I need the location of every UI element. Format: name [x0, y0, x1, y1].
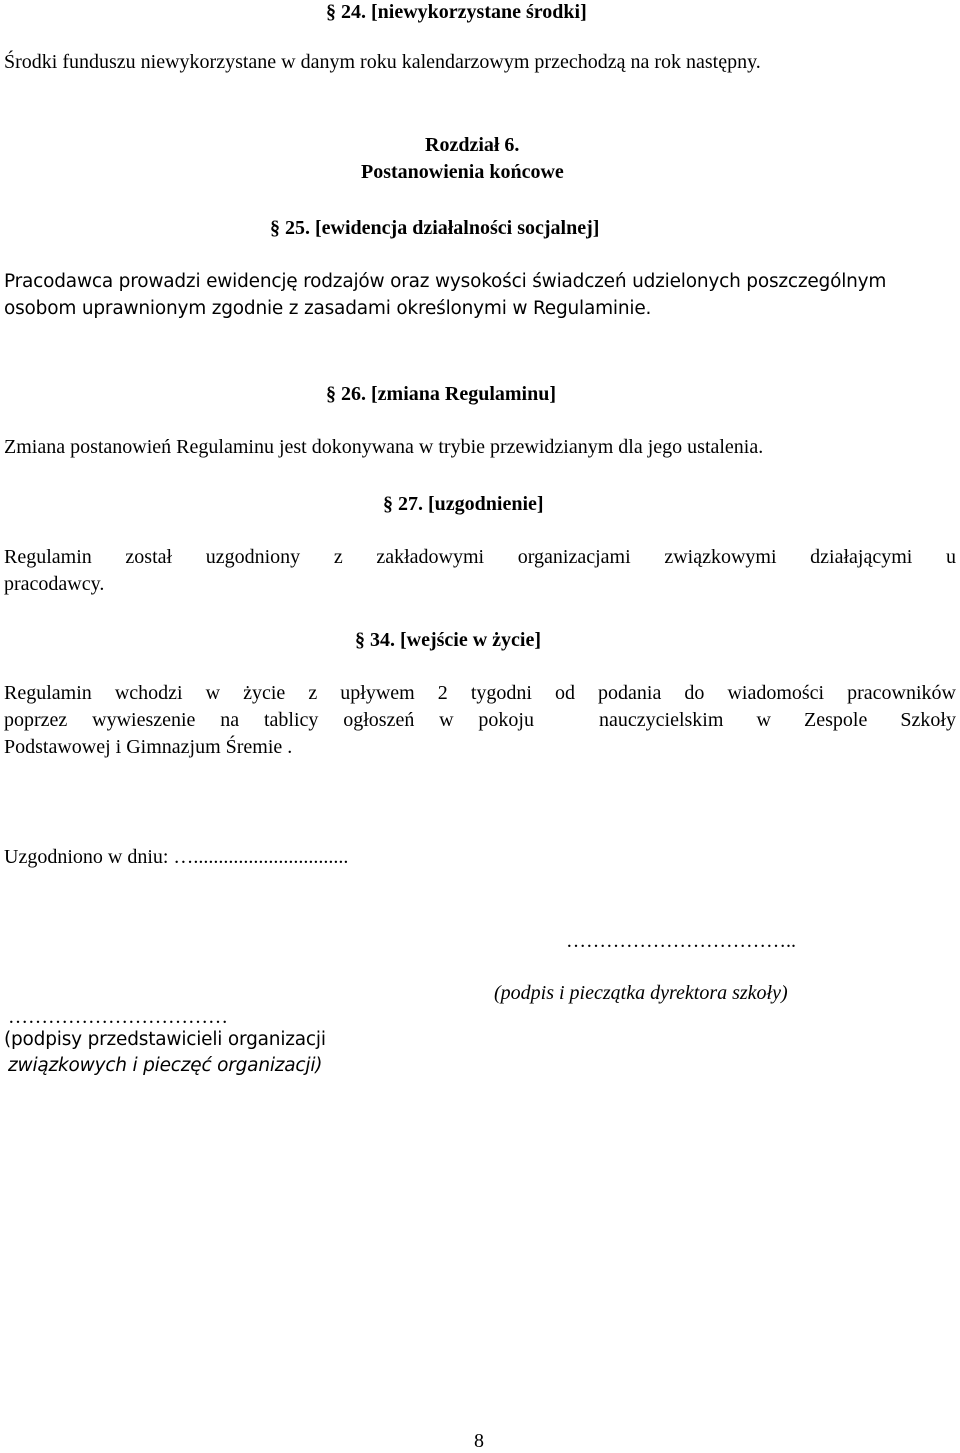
agreement-date-label: Uzgodniono w dniu: …............................... — [4, 846, 349, 868]
section-27-line-1: Regulamin został uzgodniony z zakładowymi organizacjami związkowymi działającymi u — [4, 546, 956, 568]
section-26-body: Zmiana postanowień Regulaminu jest dokonywana w trybie przewidzianym dla jego ustalenia. — [4, 436, 764, 458]
section-27-heading: § 27. [uzgodnienie] — [383, 493, 544, 515]
section-24-body: Środki funduszu niewykorzystane w danym roku kalendarzowym przechodzą na rok następny. — [4, 51, 761, 73]
director-signature-caption: (podpis i pieczątka dyrektora szkoły) — [494, 982, 788, 1004]
union-signature-caption-line-2: związkowych i pieczęć organizacji) — [8, 1055, 323, 1076]
page-number: 8 — [474, 1430, 484, 1452]
chapter-subtitle: Postanowienia końcowe — [361, 161, 564, 183]
section-27-line-2: pracodawcy. — [4, 573, 105, 595]
chapter-title: Rozdział 6. — [425, 134, 520, 156]
section-25-line-1: Pracodawca prowadzi ewidencję rodzajów oraz wysokości świadczeń udzielonych poszczególnym — [4, 271, 887, 292]
union-signature-line: …………………………… — [8, 1006, 228, 1028]
section-34-heading: § 34. [wejście w życie] — [355, 629, 542, 651]
section-34-line-3: Podstawowej i Gimnazjum Śremie . — [4, 736, 293, 758]
section-34-line-2b: nauczycielskim w Zespole Szkoły — [599, 709, 956, 731]
section-24-heading: § 24. [niewykorzystane środki] — [326, 1, 587, 23]
section-34-line-1: Regulamin wchodzi w życie z upływem 2 tygodni od podania do wiadomości pracowników — [4, 682, 956, 704]
section-25-line-2: osobom uprawnionym zgodnie z zasadami określonymi w Regulaminie. — [4, 298, 652, 319]
section-25-heading: § 25. [ewidencja działalności socjalnej] — [270, 217, 600, 239]
director-signature-line: …………………………….. — [566, 930, 796, 952]
section-34-line-2a: poprzez wywieszenie na tablicy ogłoszeń w pokoju — [4, 709, 534, 731]
union-signature-caption-line-1: (podpisy przedstawicieli organizacji — [4, 1029, 326, 1050]
section-26-heading: § 26. [zmiana Regulaminu] — [326, 383, 556, 405]
